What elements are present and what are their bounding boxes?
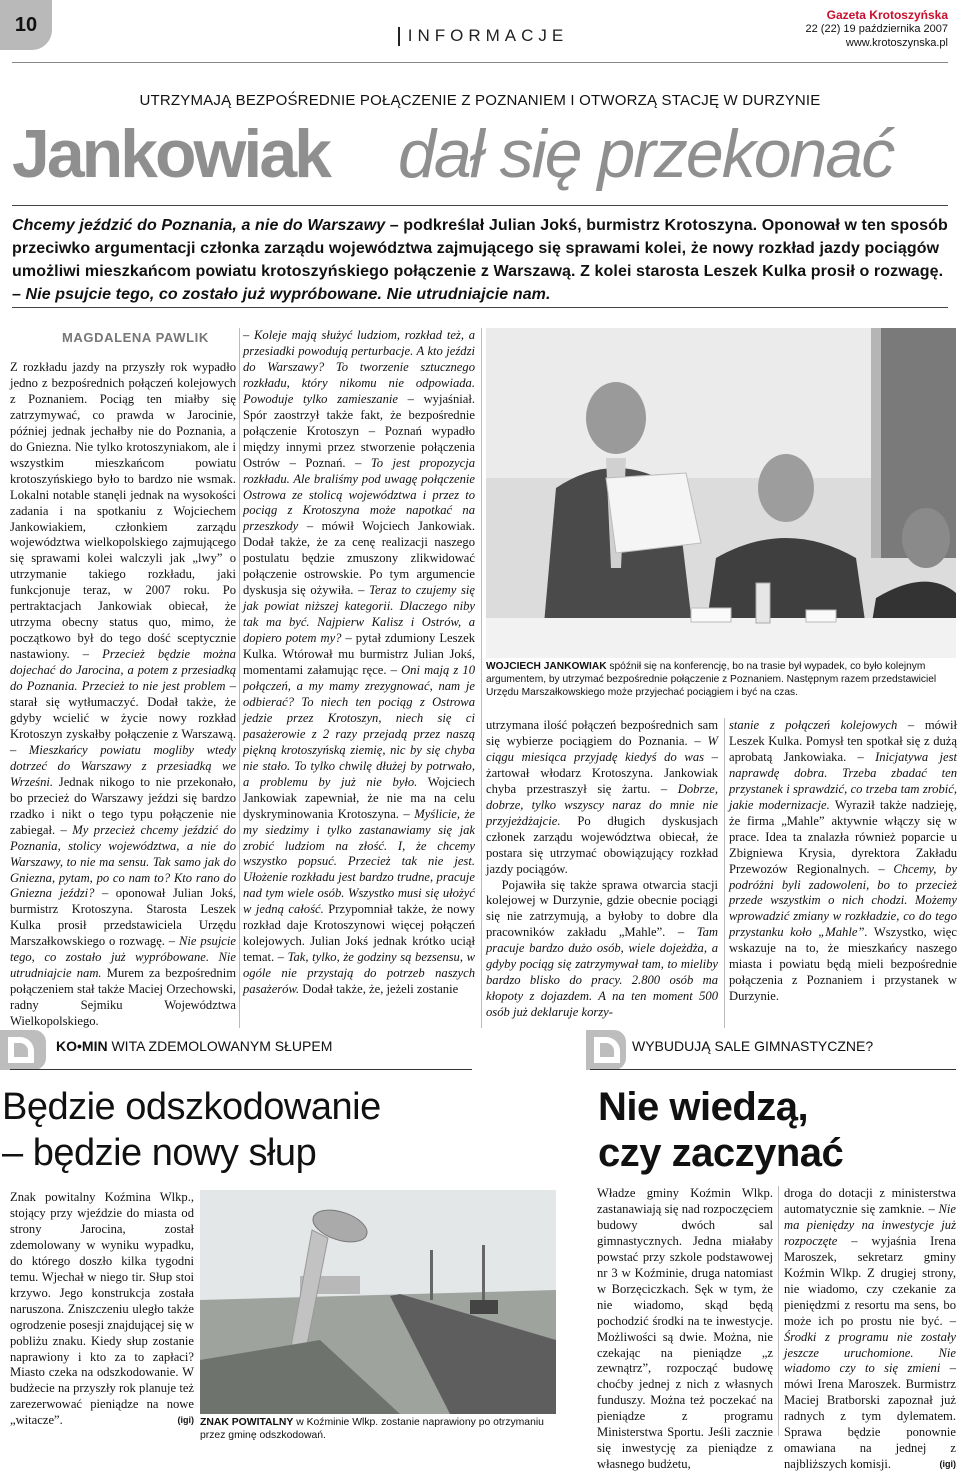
headline-italic: dał się przekonać	[398, 116, 894, 192]
byline: MAGDALENA PAWLIK	[62, 330, 209, 345]
box-title: Będzie odszkodowanie – będzie nowy słup	[2, 1086, 381, 1174]
page-number: 10	[0, 0, 52, 50]
signature: (igi)	[939, 1459, 956, 1470]
website-link[interactable]: www.krotoszynska.pl	[845, 37, 948, 49]
article-column-3: utrzymana ilość połączeń bezpośrednich sam się wybierze pociągiem do Poznania. – W ciągu miesiąca przyjadę kiedyś do was – żartował włodarz Krotoszyna. Jankowiak chyba przestraszył się żartu. – Dobrze, dobrze, tylko wszyscy naraz do mnie nie przyjeżdżajcie. Po długich dyskusjach członek zarządu województwa obiecał, że postara się utrzymać obowiązujący rozkład jazdy pociągów. Pojawiła się także sprawa otwarcia stacji kolejowej w Durzynie, gdzie obecnie pociągi się nie zatrzymują, a byłoby to dobre dla pracowników zakładu „Mahle”. – Tam pracuje bardzo dużo osób, wiele dojeżdża, a gdyby pociąg się zatrzymywał tam, to mieliby bardzo blisko do pracy. 2.800 osób ma kłopoty z dojazdem. A na ten moment 500 osób już deklaruje korzy-	[486, 718, 718, 1020]
box-kicker: KO•MIN WITA ZDEMOLOWANYM SŁUPEM	[56, 1038, 333, 1054]
article-column-4: stanie z połączeń kolejowych – mówił Leszek Kulka. Pomysł ten spotkał się z dużą aprobatą Jankowiaka. – Inicjatywa jest naprawdę dobra. Trzeba zbadać ten przystanek i sprawdzić, co trzeba tam zrobić, jakie modernizacje. Wyraził także nadzieję, że firma „Mahle” aktywnie włączy się w prace. Idea ta znalazła również poparcie u Zbigniewa Krysia, dyrektora Zakładu Przewozów Regionalnych. – Chcemy, by podróżni byli zadowoleni, bo to przecież przede wszystkim o nich chodzi. Możemy wprowadzić zmiany w rozkładzie, co do tego przystanku koło „Mahle”. Wszystko, więc wskazuje na to, że mieszkańcy naszego miasta i powiatu będą mieli bezpośrednie połączenia z Poznaniem i przystanek w Durzynie.	[729, 718, 958, 1004]
masthead	[806, 8, 948, 50]
photo-caption: WOJCIECH JANKOWIAK spóźnił się na konferencję, bo na trasie był wypadek, co było kolejnym argumentem, by utrzymać bezpośrednie połączenie z Poznaniem. Następnym razem przedstawiciel Urzędu Marszałkowskiego może przyjechać pociągiem i być na czas.	[486, 661, 937, 698]
lead-rule-top	[12, 205, 948, 206]
headline-bold: Jankowiak	[12, 116, 329, 192]
column-divider	[724, 718, 725, 1028]
box-tab-marker	[586, 1030, 626, 1070]
box-text-column-1: Władze gminy Koźmin Wlkp. zastanawiają się nad rozpoczęciem budowy dwóch sal gimnastycznych. Jedna miałaby powstać przy szkole podstawowej nr 3 w Koźminie, druga natomiast w Borzęciczkach. Sęk w tym, że nie wiadomo, skąd będą pochodzić środki na te inwestycje. Możliwości są dwie. Można, nie czekając na pieniądze „z zewnątrz”, rozpocząć budowę choćby jednej z nich z własnych funduszy. Można też poczekać na pieniądze z programu Ministerstwa Sportu. Jeśli zacznie się inwestycję za pieniądze z własnego budżetu,	[597, 1186, 773, 1472]
masthead-name: Gazeta Krotoszyńska	[826, 8, 948, 22]
column-divider	[481, 328, 482, 1028]
header-rule	[12, 62, 948, 63]
box-tab-marker	[0, 1030, 46, 1070]
article-column-2: – Koleje mają służyć ludziom, rozkład też, a przesiadki powodują perturbacje. A kto jeździ do Warszawy? To tworzenie sztucznego rozkładu, który nikomu nie odpowiada. Powoduje tylko zamieszanie – wyjaśniał. Spór zaostrzył także fakt, że bezpośrednie połączenie Krotoszyn – Poznań wypadło między innymi przez stworzenie połączenia Ostrów – Poznań. – To jest propozycja rozkładu. Ale braliśmy pod uwagę połączenie Ostrowa ze stolicą województwa i przez to pociąg z Krotoszyna może napotkać na przeszkody – mówił Wojciech Jankowiak. Dodał także, że za cenę realizacji naszego postulatu będzie zmuszony zlikwidować połączenie ostrowskie. Po tym argumencie dyskusja się ożywiła. – Teraz to czujemy się jak powiat niższej kategorii. Dlaczego niby tak ma być. Najpierw Kalisz i Ostrów, a dopiero potem my? – pytał zdumiony Leszek Kulka. Wtórował mu burmistrz Julian Jokś, momentami załamując ręce. – Oni mają z 10 połączeń, a my mamy zrezygnować, nam je odbierać? To niech ten pociąg z Ostrowa jedzie przez Krotoszyn, niech się ci pasażerowie z 2 razy przejadą przez naszą piękną krotoszyńską ziemię, nic by się chyba nie stało. To tylko chwilę dłużej by potrwało, a problemu by już nie było. Wojciech Jankowiak zapewniał, że nie ma na celu dyskryminowania Krotoszyna. – Myślicie, że my siedzimy i tylko zastanawiamy się jak zrobić ludziom na złość. I, że chcemy wszystko popsuć. Przecież tak nie jest. Ułożenie rozkładu jest bardzo trudne, pracuje nad tym wiele osób. Wszystko musi się ułożyć w jedną całość. Przypomniał także, że nowy rozkład daje Krotoszynowi więcej połączeń kolejowych. Julian Jokś jednak krótko uciął temat. – Tak, tylko, że godziny są bezsensu, w ogóle nie przystają do potrzeb naszych pasażerów. Dodał także, że, jeżeli zostanie	[243, 328, 476, 997]
photo-caption: ZNAK POWITALNY w Koźminie Wlkp. zostanie naprawiony po otrzymaniu przez gminę odszkodowań.	[200, 1417, 544, 1441]
section-label: INFORMACJE	[407, 26, 569, 45]
article-lead: Chcemy jeździć do Poznania, a nie do Warszawy – podkreślał Julian Jokś, burmistrz Krotoszyna. Oponował w ten sposób przeciwko argumentacji członka zarządu województwa zajmującego się sprawami kolei, że nowy rozkład jazdy pociągów umożliwi mieszkańcom powiatu krotoszyńskiego połączenie z Warszawą. Z kolei starosta Leszek Kulka prosił o rozwagę. – Nie psujcie tego, co zostało już wypróbowane. Nie utrudniajcie nam.	[12, 217, 948, 303]
box-rule	[10, 1069, 472, 1070]
box-rule	[590, 1069, 956, 1070]
meeting-photo	[486, 328, 956, 658]
box-text-column-2: droga do dotacji z ministerstwa automatycznie się zamknie. – Nie ma pieniędzy na inwestycje już rozpoczęte – wyjaśnia Irena Maroszek, sekretarz gminy Koźmin Wlkp. Z drugiej strony, nie wiadomo, czy czekanie za pieniędzmi z resortu ma sens, bo może ich po prostu nie być. – Środki z programu nie zostały jeszcze uruchomione. Nie wiadomo czy to się zmieni – mówi Irena Maroszek. Burmistrz Maciej Bratborski zapoznał już radnych z tym dylematem. Sprawa będzie ponownie omawiana na jednej z najbliższych komisji. (igi)	[784, 1186, 956, 1472]
article-column-1: Z rozkładu jazdy na przyszły rok wypadło jedno z bezpośrednich połączeń kolejowych z Poznaniem. Pociąg ten miałby się zatrzymywać, co prawda w Jarocinie, później jednak jechałby nie do Poznania, a do Gniezna. Nie tylko krotoszyniakom, ale i wszystkim mieszkańcom powiatu krotoszyńskiego było to bardzo nie wsmak. Lokalni notable stanęli jednak na wysokości zadania i na spotkaniu z Wojciechem Jankowiakiem, członkiem zarządu województwa wielkopolskiego zajmującego się sprawami kolei walczyli jak „lwy” o utrzymanie takiego rozkładu, jaki funkcjonuje teraz, w 2007 roku. Po pertraktacjach Jankowiak obiecał, że utrzyma obecny status quo, mimo, że początkowo był do tego dość sceptycznie nastawiony. – Przecież będzie można dojechać do Jarocina, a potem z przesiadką do Poznania. Przecież to nie jest problem – starał się wytłumaczyć. Dodał także, że gdyby wcielić w życie nowy rozkład Krotoszyn zyskałby połączenie z Warszawą. – Mieszkańcy powiatu mogliby wtedy dotrzeć do Warszawy z przesiadką we Wrześni. Jednak nikogo to nie przekonało, bo przecież do Warszawy jeździ się bardzo rzadko i nikt o tego typu połączenie nie zabiegał. – My przecież chcemy jeździć do Poznania, stolicy województwa, a nie do Warszawy, to nie ma sensu. Tak samo jak do Gniezna, pytam, po co nam to? Kto rano do Gniezna jeździ? – oponował Julian Jokś, burmistrz Krotoszyna. Starosta Leszek Kulka prosił przedstawiciela Urzędu Marszałkowskiego o rozwagę. – Nie psujcie tego, co zostało już wypróbowane. Nie utrudniajcie nam. Murem za bezpośrednim połączeniem stał także Maciej Orzechowski, radny Sejmiku Województwa Wielkopolskiego.	[10, 360, 237, 1029]
issue-date: 22 (22) 19 października 2007	[805, 23, 948, 35]
signature: (igi)	[177, 1415, 194, 1426]
lead-rule-bottom	[12, 307, 948, 308]
box-title: Nie wiedzą, czy zaczynać	[598, 1085, 844, 1175]
road-sign-photo	[200, 1190, 556, 1414]
article-kicker: UTRZYMAJĄ BEZPOŚREDNIE POŁĄCZENIE Z POZNANIEM I OTWORZĄ STACJĘ W DURZYNIE	[139, 92, 821, 109]
column-divider	[239, 328, 240, 1028]
box-kicker: WYBUDUJĄ SALE GIMNASTYCZNE?	[632, 1038, 874, 1054]
box-text: Znak powitalny Koźmina Wlkp., stojący przy wjeździe do miasta od strony Jarocina, został zdemolowany w wyniku wypadku, do którego doszło kilka tygodni temu. Wjechał w niego tir. Słup stoi krzywo. Jego konstrukcja została naruszona. Zniszczeniu uległo także ogrodzenie posesji znajdującej się w pobliżu znaku. Kiedy słup zostanie naprawiony i kto za to zapłaci? Miasto czeka na odszkodowanie. W budżecie na przyszły rok planuje też zarezerwować pieniądze na nowe „witacze”. (igi)	[10, 1190, 194, 1428]
column-divider	[778, 1186, 779, 1436]
